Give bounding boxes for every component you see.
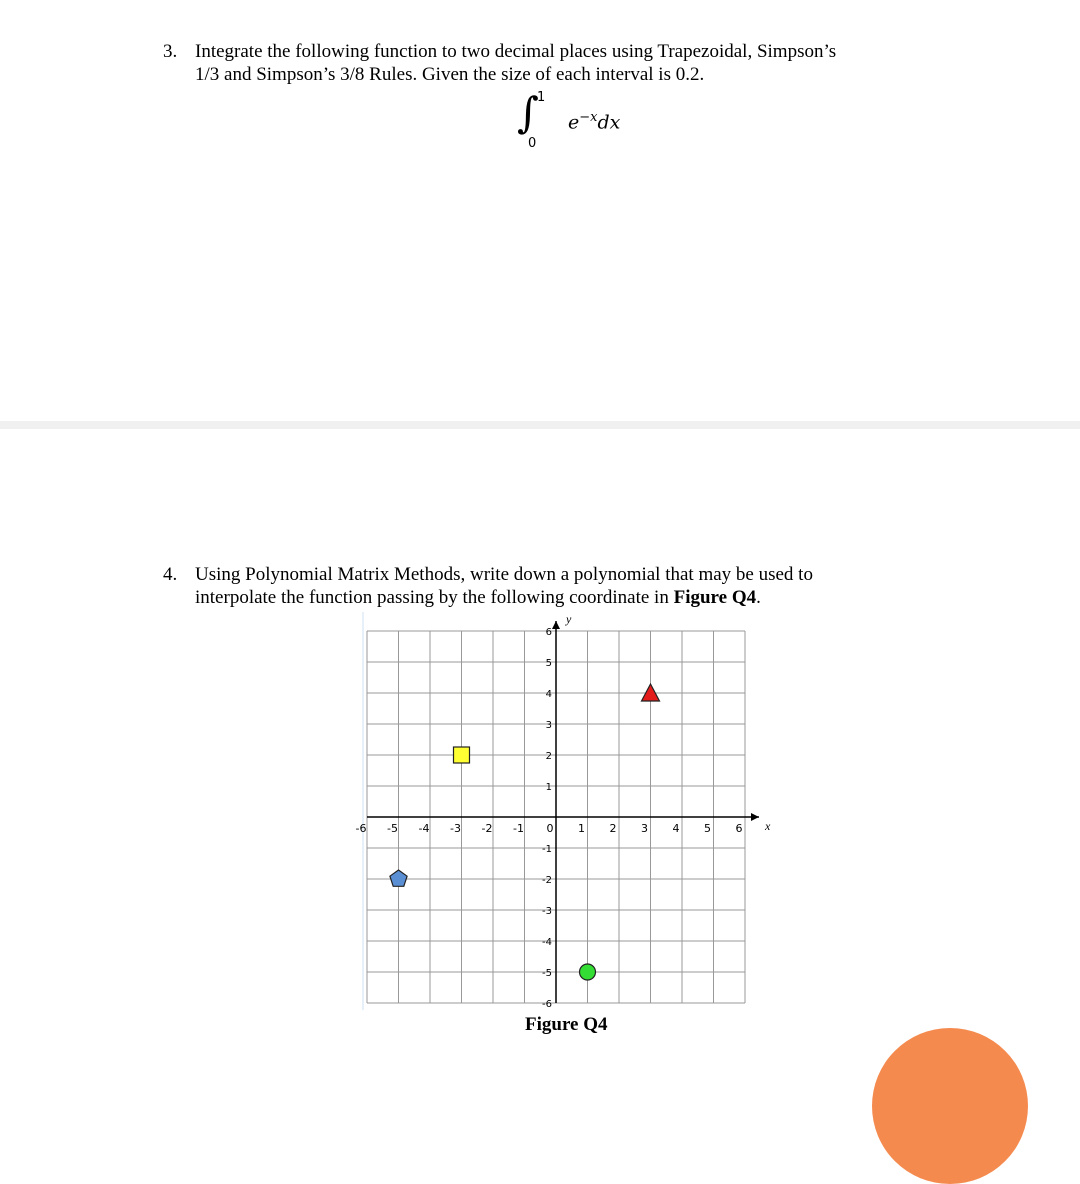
x-tick-label: 4 [672, 822, 680, 835]
floating-action-circle[interactable] [872, 1028, 1028, 1184]
y-axis-arrow [552, 621, 560, 629]
y-tick-label: 2 [545, 751, 552, 762]
x-tick-label: 3 [641, 822, 648, 835]
integral-lower-limit: 0 [528, 136, 537, 151]
integral-sign: ∫ [517, 88, 539, 137]
x-axis-label: x [765, 819, 771, 833]
integrand-base: e [568, 111, 580, 134]
x-tick-label: 1 [578, 822, 585, 835]
y-tick-label: -5 [542, 968, 552, 979]
y-tick-label: -2 [542, 875, 552, 886]
square-point [454, 747, 470, 763]
x-tick-label: 0 [546, 822, 554, 835]
integral-expression [515, 90, 655, 160]
question-4-text [195, 563, 813, 609]
x-tick-label: -4 [418, 822, 430, 835]
question-3-number: 3. [163, 41, 178, 62]
question-4-line-2 [195, 586, 813, 609]
integral-upper-limit: 1 [537, 90, 546, 105]
integrand-differential: dx [597, 111, 621, 134]
y-tick-label: -1 [542, 844, 552, 855]
question-3-text [195, 40, 836, 86]
x-tick-label: 2 [609, 822, 617, 835]
y-tick-label: -4 [542, 937, 552, 948]
circle-point [580, 964, 596, 980]
question-4-number: 4. [163, 564, 178, 585]
y-axis-label: y [566, 612, 572, 626]
figure-caption: Figure Q4 [525, 1014, 608, 1035]
x-tick-label: -6 [355, 822, 367, 835]
y-tick-label: 6 [545, 627, 552, 638]
y-tick-label: 1 [545, 782, 552, 793]
integrand [568, 110, 620, 133]
y-tick-label: -6 [542, 999, 552, 1010]
x-tick-label: -3 [450, 822, 461, 835]
y-tick-label: -3 [542, 906, 552, 917]
y-tick-label: 4 [545, 689, 552, 700]
y-tick-label: 5 [545, 658, 552, 669]
x-tick-label: -5 [387, 822, 398, 835]
x-tick-label: -1 [513, 822, 524, 835]
question-3-line-1: Integrate the following function to two decimal places using Trapezoidal, Simpson’s [195, 41, 837, 62]
question-4-figure-ref: Figure Q4 [673, 587, 757, 608]
question-4-line-2-suffix: . [756, 587, 761, 608]
x-tick-label: 5 [704, 822, 711, 835]
integrand-exponent: −x [579, 110, 598, 125]
x-tick-label: 6 [735, 822, 743, 835]
pentagon-point [390, 870, 407, 886]
x-axis-arrow [751, 813, 759, 821]
coordinate-graph [355, 612, 802, 1012]
page-separator [0, 421, 1080, 429]
y-tick-label: 3 [545, 720, 552, 731]
question-4-line-2-prefix: interpolate the function passing by the following coordinate in [195, 587, 674, 608]
question-3-line-2: 1/3 and Simpson’s 3/8 Rules. Given the size of each interval is 0.2. [195, 64, 705, 85]
question-4-line-1: Using Polynomial Matrix Methods, write down a polynomial that may be used to [195, 564, 813, 585]
x-tick-label: -2 [481, 822, 493, 835]
